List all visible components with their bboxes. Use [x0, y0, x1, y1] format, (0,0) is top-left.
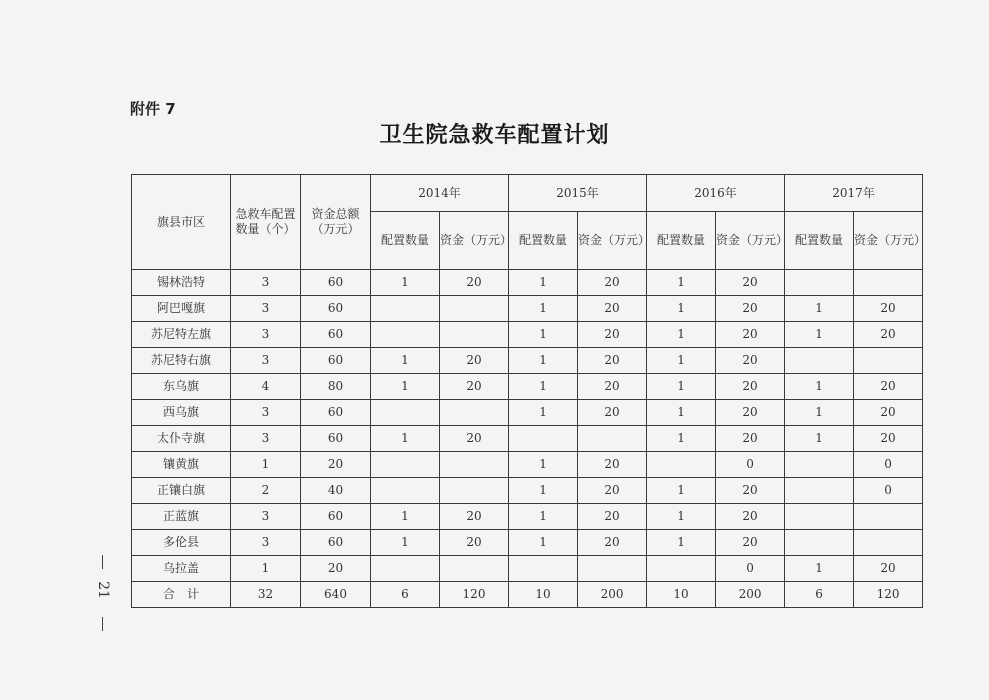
year-fund-cell: 120 [854, 582, 923, 608]
year-fund-cell: 200 [578, 582, 647, 608]
fund-cell: 60 [301, 348, 371, 374]
year-count-cell [371, 556, 440, 582]
year-count-cell: 1 [509, 530, 578, 556]
year-fund-cell: 20 [440, 374, 509, 400]
count-cell: 3 [231, 530, 301, 556]
year-fund-cell: 20 [716, 426, 785, 452]
year-fund-cell [854, 270, 923, 296]
year-count-cell: 1 [509, 374, 578, 400]
year-fund-cell: 0 [854, 452, 923, 478]
year-count-cell: 1 [371, 270, 440, 296]
year-count-cell [371, 322, 440, 348]
year-fund-cell [440, 296, 509, 322]
year-count-cell: 1 [509, 296, 578, 322]
year-fund-cell: 20 [578, 530, 647, 556]
year-fund-cell: 20 [440, 426, 509, 452]
year-fund-cell: 20 [716, 322, 785, 348]
year-fund-cell [440, 400, 509, 426]
year-count-cell [785, 478, 854, 504]
header-year-2014: 2014年 [371, 175, 509, 212]
year-count-cell: 1 [371, 504, 440, 530]
year-count-cell [371, 296, 440, 322]
count-cell: 1 [231, 556, 301, 582]
table-row [132, 530, 923, 556]
year-fund-cell: 20 [578, 270, 647, 296]
subheader-count: 配置数量 [785, 212, 854, 270]
page-number-vertical [92, 555, 114, 635]
table-row [132, 296, 923, 322]
year-fund-cell: 20 [716, 478, 785, 504]
year-count-cell [371, 478, 440, 504]
fund-cell: 60 [301, 400, 371, 426]
year-fund-cell: 20 [716, 270, 785, 296]
year-count-cell: 1 [785, 374, 854, 400]
year-fund-cell: 20 [716, 504, 785, 530]
fund-cell: 60 [301, 426, 371, 452]
year-count-cell: 1 [647, 530, 716, 556]
subheader-fund: 资金（万元） [440, 212, 509, 270]
fund-cell: 40 [301, 478, 371, 504]
count-cell: 32 [231, 582, 301, 608]
region-cell: 镶黄旗 [132, 452, 231, 478]
fund-cell: 20 [301, 556, 371, 582]
year-count-cell: 1 [785, 556, 854, 582]
table-row [132, 348, 923, 374]
year-fund-cell [440, 556, 509, 582]
region-cell: 西乌旗 [132, 400, 231, 426]
year-count-cell: 1 [509, 478, 578, 504]
year-count-cell [785, 504, 854, 530]
year-fund-cell: 20 [578, 504, 647, 530]
year-fund-cell: 20 [440, 530, 509, 556]
year-count-cell: 1 [785, 322, 854, 348]
year-fund-cell: 20 [578, 322, 647, 348]
table-row [132, 452, 923, 478]
count-cell: 1 [231, 452, 301, 478]
region-cell: 多伦县 [132, 530, 231, 556]
year-fund-cell: 20 [854, 296, 923, 322]
year-fund-cell [854, 504, 923, 530]
subheader-count: 配置数量 [371, 212, 440, 270]
count-cell: 3 [231, 296, 301, 322]
year-count-cell: 1 [647, 374, 716, 400]
year-count-cell: 1 [371, 348, 440, 374]
header-year-2016: 2016年 [647, 175, 785, 212]
year-count-cell: 1 [785, 426, 854, 452]
region-cell: 乌拉盖 [132, 556, 231, 582]
table-row [132, 270, 923, 296]
year-count-cell: 1 [371, 426, 440, 452]
year-count-cell: 1 [785, 400, 854, 426]
year-fund-cell: 20 [716, 348, 785, 374]
year-count-cell [371, 400, 440, 426]
fund-cell: 60 [301, 530, 371, 556]
count-cell: 3 [231, 348, 301, 374]
year-count-cell: 1 [509, 322, 578, 348]
year-fund-cell: 20 [716, 400, 785, 426]
year-fund-cell: 20 [854, 374, 923, 400]
year-fund-cell: 20 [440, 348, 509, 374]
count-cell: 3 [231, 322, 301, 348]
year-fund-cell: 0 [716, 452, 785, 478]
header-year-2017: 2017年 [785, 175, 923, 212]
region-cell: 东乌旗 [132, 374, 231, 400]
region-cell: 阿巴嘎旗 [132, 296, 231, 322]
year-count-cell: 1 [647, 296, 716, 322]
year-fund-cell [440, 478, 509, 504]
year-fund-cell: 120 [440, 582, 509, 608]
table-body [132, 270, 923, 608]
year-count-cell: 1 [371, 374, 440, 400]
year-fund-cell: 20 [578, 478, 647, 504]
total-row [132, 582, 923, 608]
table-row [132, 400, 923, 426]
year-count-cell: 1 [509, 400, 578, 426]
header-region: 旗县市区 [132, 175, 231, 270]
year-fund-cell [854, 348, 923, 374]
year-fund-cell [578, 426, 647, 452]
year-fund-cell: 20 [578, 400, 647, 426]
subheader-fund: 资金（万元） [578, 212, 647, 270]
year-count-cell: 10 [509, 582, 578, 608]
year-fund-cell: 20 [440, 270, 509, 296]
year-count-cell [371, 452, 440, 478]
fund-cell: 640 [301, 582, 371, 608]
year-count-cell [785, 348, 854, 374]
header-fund-total: 资金总额（万元） [301, 175, 371, 270]
year-count-cell: 6 [785, 582, 854, 608]
year-count-cell: 1 [647, 322, 716, 348]
year-fund-cell: 0 [716, 556, 785, 582]
count-cell: 3 [231, 504, 301, 530]
fund-cell: 80 [301, 374, 371, 400]
year-fund-cell: 0 [854, 478, 923, 504]
table-row [132, 426, 923, 452]
year-fund-cell: 20 [716, 530, 785, 556]
subheader-count: 配置数量 [509, 212, 578, 270]
year-fund-cell: 200 [716, 582, 785, 608]
subheader-fund: 资金（万元） [854, 212, 923, 270]
region-cell: 苏尼特左旗 [132, 322, 231, 348]
year-fund-cell: 20 [854, 400, 923, 426]
year-fund-cell: 20 [854, 556, 923, 582]
year-fund-cell: 20 [578, 452, 647, 478]
year-count-cell: 1 [371, 530, 440, 556]
year-count-cell: 6 [371, 582, 440, 608]
year-fund-cell: 20 [578, 348, 647, 374]
table-row [132, 556, 923, 582]
year-count-cell: 1 [509, 348, 578, 374]
region-cell: 正蓝旗 [132, 504, 231, 530]
count-cell: 3 [231, 270, 301, 296]
attachment-label: 附件 7 [130, 100, 176, 118]
year-fund-cell: 20 [854, 426, 923, 452]
year-fund-cell [578, 556, 647, 582]
year-count-cell: 1 [647, 270, 716, 296]
region-cell: 苏尼特右旗 [132, 348, 231, 374]
region-cell: 太仆寺旗 [132, 426, 231, 452]
year-count-cell: 1 [647, 426, 716, 452]
year-fund-cell: 20 [854, 322, 923, 348]
count-cell: 3 [231, 400, 301, 426]
year-count-cell [509, 426, 578, 452]
table-row [132, 478, 923, 504]
page-title: 卫生院急救车配置计划 [379, 122, 610, 148]
year-fund-cell: 20 [440, 504, 509, 530]
table-row [132, 504, 923, 530]
year-count-cell: 10 [647, 582, 716, 608]
year-count-cell: 1 [647, 400, 716, 426]
subheader-count: 配置数量 [647, 212, 716, 270]
year-fund-cell: 20 [578, 374, 647, 400]
header-year-2015: 2015年 [509, 175, 647, 212]
year-fund-cell: 20 [578, 296, 647, 322]
table-row [132, 374, 923, 400]
year-fund-cell [440, 322, 509, 348]
count-cell: 2 [231, 478, 301, 504]
header-ambulance-count: 急救车配置数量（个） [231, 175, 301, 270]
year-count-cell: 1 [509, 452, 578, 478]
year-count-cell [647, 452, 716, 478]
year-count-cell: 1 [647, 348, 716, 374]
region-cell: 锡林浩特 [132, 270, 231, 296]
year-fund-cell: 20 [716, 296, 785, 322]
fund-cell: 60 [301, 296, 371, 322]
year-fund-cell [440, 452, 509, 478]
page-number: 21 [95, 581, 111, 599]
fund-cell: 60 [301, 504, 371, 530]
page-number-dash-bottom [102, 617, 103, 631]
ambulance-plan-table [131, 174, 927, 608]
year-count-cell: 1 [785, 296, 854, 322]
region-cell: 合 计 [132, 582, 231, 608]
year-count-cell: 1 [647, 504, 716, 530]
fund-cell: 20 [301, 452, 371, 478]
year-count-cell [509, 556, 578, 582]
subheader-fund: 资金（万元） [716, 212, 785, 270]
year-fund-cell: 20 [716, 374, 785, 400]
table-row [132, 322, 923, 348]
fund-cell: 60 [301, 270, 371, 296]
year-count-cell: 1 [509, 270, 578, 296]
page-number-dash-top [102, 555, 103, 569]
year-count-cell [785, 270, 854, 296]
fund-cell: 60 [301, 322, 371, 348]
year-count-cell [785, 452, 854, 478]
region-cell: 正镶白旗 [132, 478, 231, 504]
year-count-cell: 1 [509, 504, 578, 530]
year-count-cell: 1 [647, 478, 716, 504]
year-fund-cell [854, 530, 923, 556]
year-count-cell [647, 556, 716, 582]
count-cell: 3 [231, 426, 301, 452]
count-cell: 4 [231, 374, 301, 400]
year-count-cell [785, 530, 854, 556]
